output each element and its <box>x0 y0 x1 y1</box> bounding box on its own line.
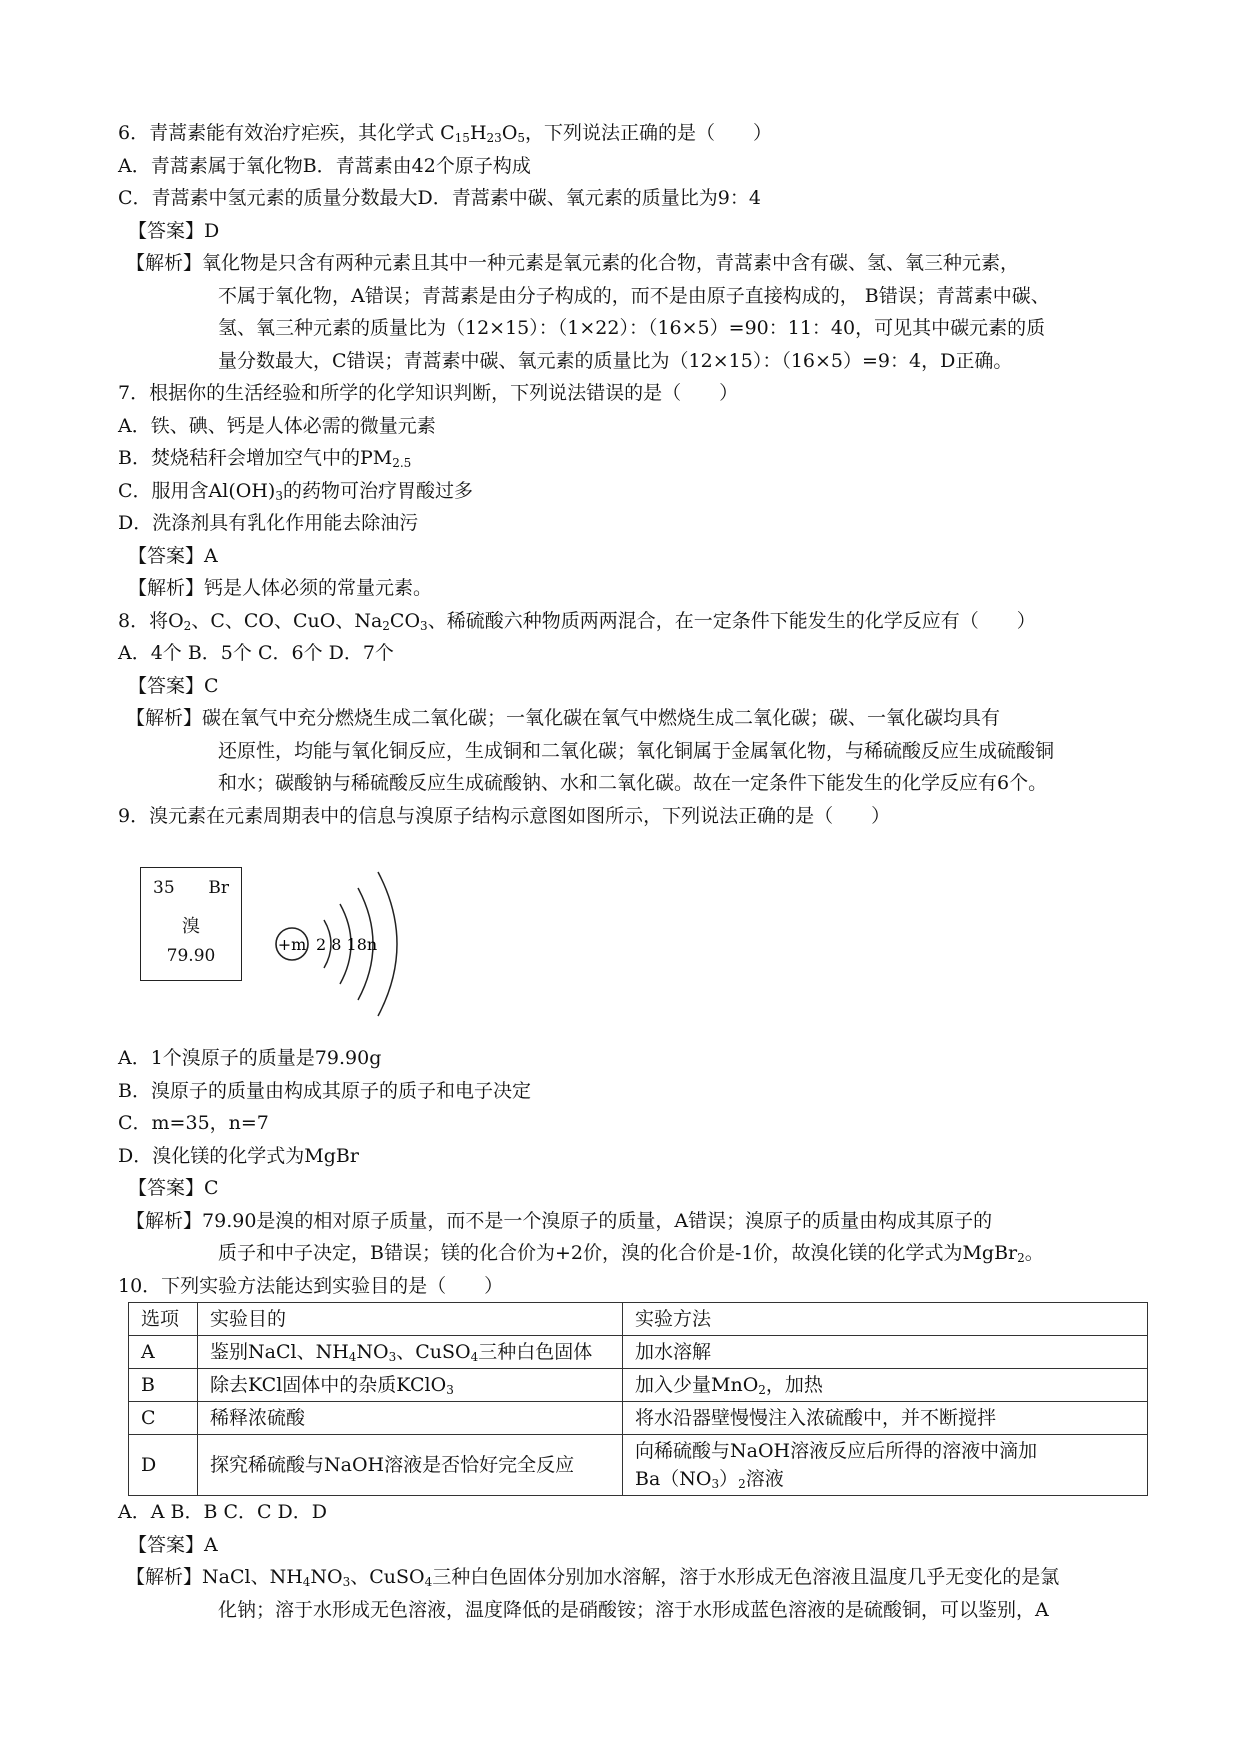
q7-stem: 7．根据你的生活经验和所学的化学知识判断，下列说法错误的是（ ） <box>118 382 739 404</box>
q6-stem: 6．青蒿素能有效治疗疟疾，其化学式 $C_{15}H_{23}O_5$，下列说法正确的是（ ） <box>118 122 773 145</box>
q10-explanation: 【解析】NaCl、$NH_4NO_3$、CuSO$_4$三种白色固体分别加水溶解，溶于水形成无色溶液且温度几乎无变化的是氯 化钠；溶于水形成无色溶液，温度降低的是硝酸铵；溶于水形成蓝色溶液的是硫酸铜，可以鉴别，A <box>126 1566 1060 1621</box>
q7-explanation: 【解析】钙是人体必须的常量元素。 <box>128 577 433 599</box>
element-name: 溴 <box>182 916 200 937</box>
table-row: A 鉴别NaCl、$NH_4NO_3$、CuSO$_4$三种白色固体 加水溶解 <box>129 1336 1148 1369</box>
bromine-figure <box>118 842 1148 1042</box>
q8-options: A．4个 B．5个 C．6个 D．7个 <box>118 642 394 664</box>
q9-option-b: B．溴原子的质量由构成其原子的质子和电子决定 <box>118 1079 531 1102</box>
shell-electrons: 2 8 18n <box>316 935 378 954</box>
q7-answer: 【答案】A <box>128 544 218 567</box>
q6-answer: 【答案】D <box>128 219 220 242</box>
table-row: 选项 实验目的 实验方法 <box>129 1303 1148 1336</box>
q6-explanation: 【解析】氧化物是只含有两种元素且其中一种元素是氧元素的化合物，青蒿素中含有碳、氢、氧三种元素， 不属于氧化物，A错误；青蒿素是由分子构成的，而不是由原子直接构成的， B错误；青蒿素中碳、 氢、氧三种元素的质量比为（12×15）：（1×22）：（16×5）=90：11：40，可见其中碳元素的质 量分数最大，C错误；青蒿素中碳、氧元素的质量比为（12×15）：（16×5）=9：4，D正确。 <box>126 252 1050 372</box>
table-row: B 除去KCl固体中的杂质KClO$_3$ 加入少量MnO$_2$，加热 <box>129 1369 1148 1402</box>
q9-option-d: D．溴化镁的化学式为MgBr <box>118 1144 359 1167</box>
q7-option-a: A．铁、碘、钙是人体必需的微量元素 <box>118 414 436 437</box>
q6-options-ab: A．青蒿素属于氧化物B．青蒿素由42个原子构成 <box>118 154 531 177</box>
q9-option-c: C．m=35，n=7 <box>118 1112 269 1134</box>
atomic-structure-diagram <box>268 842 528 1042</box>
q8-explanation: 【解析】碳在氧气中充分燃烧生成二氧化碳；一氧化碳在氧气中燃烧生成二氧化碳；碳、一氧化碳均具有 还原性，均能与氧化铜反应，生成铜和二氧化碳；氧化铜属于金属氧化物，与稀硫酸反应生成硫酸铜 和水；碳酸钠与稀硫酸反应生成硫酸钠、水和二氧化碳。故在一定条件下能发生的化学反应有6个。 <box>126 707 1055 794</box>
q9-stem: 9．溴元素在元素周期表中的信息与溴原子结构示意图如图所示，下列说法正确的是（ ） <box>118 804 891 827</box>
q10-stem: 10．下列实验方法能达到实验目的是（ ） <box>118 1274 504 1297</box>
q9-explanation: 【解析】79.90是溴的相对原子质量，而不是一个溴原子的质量，A错误；溴原子的质量由构成其原子的 质子和中子决定，B错误；镁的化合价为+2价，溴的化合价是-1价，故溴化镁的化学式为MgBr$_2$。 <box>126 1209 1044 1265</box>
q7-option-b: B．焚烧秸秆会增加空气中的$PM_{2.5}$ <box>118 447 412 470</box>
q7-option-d: D．洗涤剂具有乳化作用能去除油污 <box>118 512 419 534</box>
document-page <box>118 117 1148 1626</box>
element-symbol: Br <box>208 878 229 898</box>
q10-answer: 【答案】A <box>128 1533 218 1556</box>
q9-answer: 【答案】C <box>128 1177 219 1199</box>
q8-stem: 8．将$O_2$、C、CO、CuO、$Na_2CO_3$、稀硫酸六种物质两两混合，在一定条件下能发生的化学反应有（ ） <box>118 609 1036 633</box>
atomic-number: 35 <box>153 878 175 898</box>
q8-answer: 【答案】C <box>128 674 219 697</box>
q7-option-c: C．服用含$Al(OH)_3$的药物可治疗胃酸过多 <box>118 479 473 503</box>
q6-options-cd: C．青蒿素中氢元素的质量分数最大D．青蒿素中碳、氧元素的质量比为9：4 <box>118 187 761 209</box>
nucleus-label: +m <box>277 935 307 954</box>
shell-arc-4 <box>378 872 397 1016</box>
q10-table <box>128 1302 1148 1496</box>
q10-options: A．A B．B C．C D．D <box>118 1501 328 1523</box>
table-row: D 探究稀硫酸与NaOH溶液是否恰好完全反应 向稀硫酸与NaOH溶液反应后所得的溶液中滴加 $Ba(NO_3)_2$溶液 <box>129 1435 1148 1496</box>
atomic-mass: 79.90 <box>166 946 216 966</box>
table-row: C 稀释浓硫酸 将水沿器壁慢慢注入浓硫酸中，并不断搅拌 <box>129 1402 1148 1435</box>
periodic-table-cell <box>140 867 242 981</box>
q9-option-a: A．1个溴原子的质量是79.90g <box>118 1047 382 1069</box>
